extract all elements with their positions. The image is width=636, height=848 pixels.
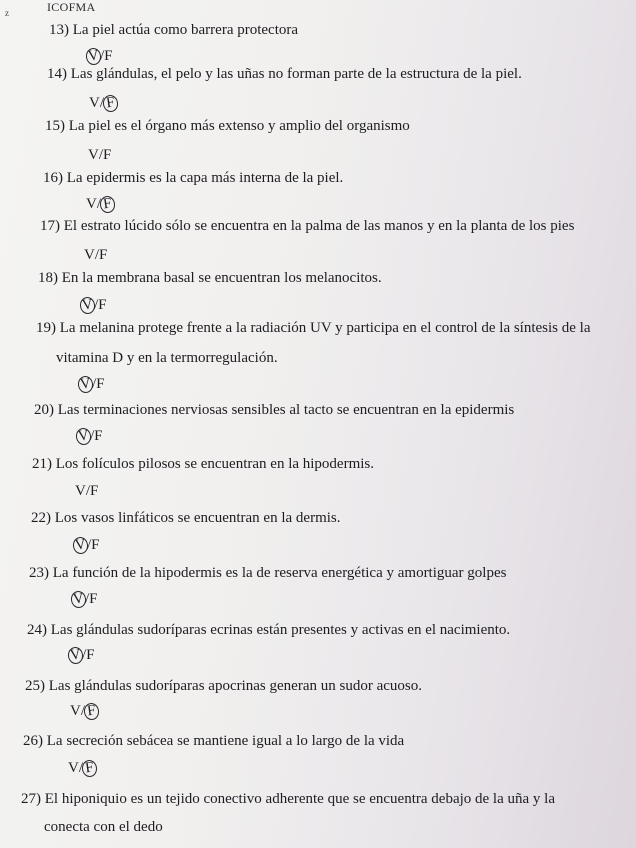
answer-26[interactable]: V/F bbox=[68, 760, 96, 777]
answer-choice-circled[interactable]: F bbox=[102, 94, 119, 113]
answer-19[interactable]: V/F bbox=[79, 376, 105, 393]
answer-choice[interactable]: V bbox=[68, 760, 79, 776]
answer-choice[interactable]: F bbox=[91, 537, 100, 553]
answer-21[interactable]: V/F bbox=[75, 483, 99, 499]
question-21: 21) Los folículos pilosos se encuentran en la hipodermis. bbox=[32, 456, 375, 472]
answer-23[interactable]: V/F bbox=[72, 591, 98, 608]
answer-choice-circled[interactable]: V bbox=[75, 427, 92, 446]
answer-choice[interactable]: V bbox=[84, 247, 95, 263]
question-14: 14) Las glándulas, el pelo y las uñas no forman parte de la estructura de la piel. bbox=[47, 66, 522, 82]
answer-choice[interactable]: F bbox=[86, 647, 95, 663]
answer-choice[interactable]: F bbox=[89, 591, 98, 607]
answer-14[interactable]: V/F bbox=[89, 95, 117, 112]
answer-choice[interactable]: V bbox=[89, 95, 100, 111]
answer-24[interactable]: V/F bbox=[69, 647, 95, 664]
question-15: 15) La piel es el órgano más extenso y amplio del organismo bbox=[45, 118, 410, 134]
header-title: ICOFMA bbox=[47, 0, 96, 14]
answer-choice-circled[interactable]: V bbox=[67, 646, 84, 665]
answer-choice[interactable]: V bbox=[86, 196, 97, 212]
question-27: 27) El hiponiquio es un tejido conectivo adherente que se encuentra debajo de la uña y la bbox=[21, 791, 555, 807]
answer-choice-circled[interactable]: V bbox=[79, 296, 96, 315]
answer-18[interactable]: V/F bbox=[81, 297, 107, 314]
answer-16[interactable]: V/F bbox=[86, 196, 114, 213]
answer-choice[interactable]: F bbox=[103, 147, 112, 163]
question-20: 20) Las terminaciones nerviosas sensibles al tacto se encuentran en la epidermis bbox=[34, 402, 515, 418]
question-19: 19) La melanina protege frente a la radiación UV y participa en el control de la síntesis de la bbox=[36, 320, 591, 336]
question-25: 25) Las glándulas sudoríparas apocrinas generan un sudor acuoso. bbox=[25, 678, 422, 694]
question-26: 26) La secreción sebácea se mantiene igual a lo largo de la vida bbox=[23, 733, 405, 749]
answer-choice[interactable]: F bbox=[99, 247, 108, 263]
question-24: 24) Las glándulas sudoríparas ecrinas están presentes y activas en el nacimiento. bbox=[27, 622, 511, 638]
answer-choice-circled[interactable]: F bbox=[99, 195, 116, 214]
answer-20[interactable]: V/F bbox=[77, 428, 103, 445]
question-13: 13) La piel actúa como barrera protectora bbox=[49, 22, 299, 38]
answer-choice-circled[interactable]: V bbox=[85, 47, 102, 66]
answer-choice-circled[interactable]: F bbox=[81, 759, 98, 778]
answer-choice[interactable]: V bbox=[70, 703, 81, 719]
margin-mark: z bbox=[5, 8, 9, 18]
answer-choice[interactable]: F bbox=[98, 297, 107, 313]
answer-choice[interactable]: F bbox=[94, 428, 103, 444]
answer-13[interactable]: V/F bbox=[87, 48, 113, 65]
answer-choice[interactable]: V bbox=[88, 147, 99, 163]
answer-choice-circled[interactable]: V bbox=[77, 375, 94, 394]
answer-25[interactable]: V/F bbox=[70, 703, 98, 720]
answer-17[interactable]: V/F bbox=[84, 247, 108, 263]
answer-choice[interactable]: F bbox=[96, 376, 105, 392]
answer-choice-circled[interactable]: V bbox=[72, 536, 89, 555]
question-18: 18) En la membrana basal se encuentran los melanocitos. bbox=[38, 270, 382, 286]
answer-choice-circled[interactable]: V bbox=[70, 590, 87, 609]
question-23: 23) La función de la hipodermis es la de reserva energética y amortiguar golpes bbox=[29, 565, 507, 581]
answer-15[interactable]: V/F bbox=[88, 147, 112, 163]
answer-22[interactable]: V/F bbox=[74, 537, 100, 554]
question-16: 16) La epidermis es la capa más interna de la piel. bbox=[43, 170, 344, 186]
question-27-continuation: conecta con el dedo bbox=[44, 819, 163, 835]
answer-choice[interactable]: F bbox=[90, 483, 99, 499]
answer-choice-circled[interactable]: F bbox=[83, 702, 100, 721]
answer-choice[interactable]: V bbox=[75, 483, 86, 499]
question-22: 22) Los vasos linfáticos se encuentran en la dermis. bbox=[31, 510, 341, 526]
question-17: 17) El estrato lúcido sólo se encuentra en la palma de las manos y en la planta de los pies bbox=[40, 218, 575, 234]
answer-choice[interactable]: F bbox=[104, 48, 113, 64]
question-19-continuation: vitamina D y en la termorregulación. bbox=[56, 350, 278, 366]
